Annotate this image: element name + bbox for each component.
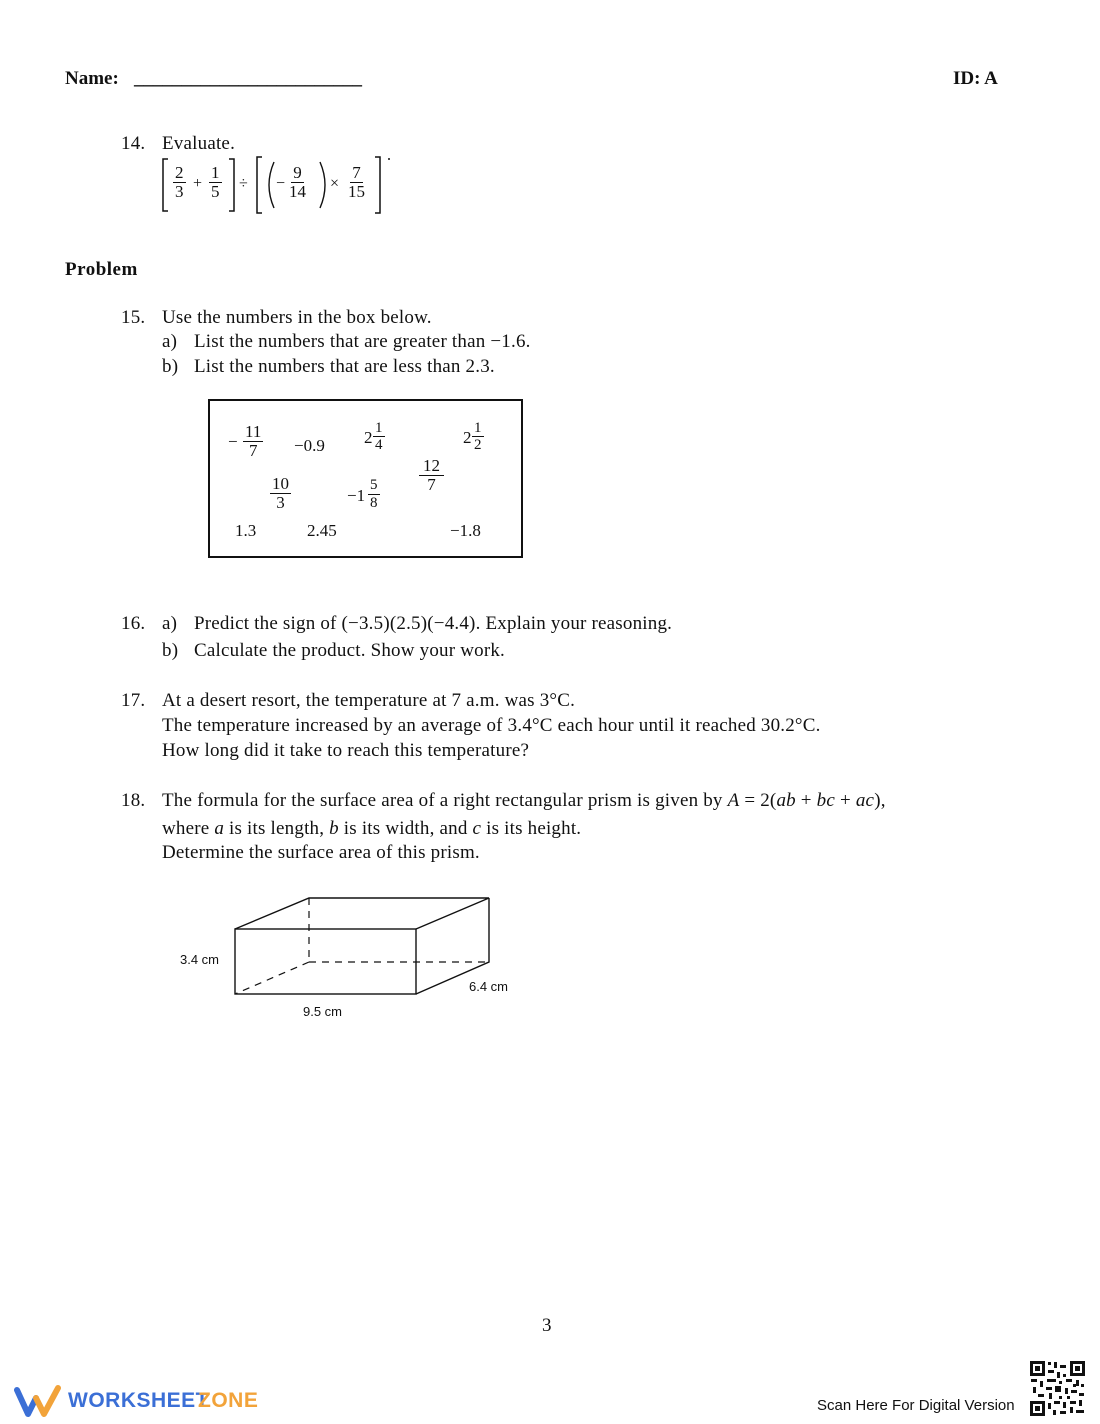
formula-ab: ab [776,790,796,811]
q18-line2-b: is its length, [224,818,330,839]
q17-line2: The temperature increased by an average of 3.4°C each hour until it reached 30.2°C. [162,715,821,736]
q14-negative: − [276,175,286,192]
box-n10: −1.8 [450,521,481,540]
prism-length-label: 9.5 cm [303,1004,343,1019]
formula-eq: = 2( [739,790,777,811]
box-n7-frac: $\frac{5}{8}$ [370,477,378,511]
q18-line2 [162,817,581,841]
q18-line2-c: is its width, and [338,818,473,839]
formula-ac: ac [855,790,875,811]
brand-zone: ZONE [198,1389,259,1412]
brand-worksheet: WORKSHEET [68,1389,209,1412]
q17-number: 17. [121,690,146,711]
name-blank: ________________________ [134,68,362,89]
formula-bc: bc [816,790,836,811]
q14-frac2: $\frac{1}{5}$ [211,163,220,201]
q14-plus: + [193,175,203,192]
prism-width-label: 6.4 cm [469,979,509,994]
formula-plus2: + [835,790,856,811]
formula-plus1: + [795,790,817,811]
worksheetzone-logo-icon [14,1384,64,1418]
formula-close: ), [874,790,886,811]
id-label: ID: A [953,68,998,89]
prism-top-face [235,898,489,929]
box-n1-frac: $\frac{11}{7}$ [245,422,262,460]
section-title: Problem [65,259,138,280]
q16-a-label: a) [162,613,178,634]
box-n4-frac: $\frac{1}{2}$ [474,420,482,453]
q18-line1-text: The formula for the surface area of a right rectangular prism is given by [162,790,728,811]
q14-frac3: $\frac{9}{14}$ [289,163,306,201]
q18-number: 18. [121,790,146,811]
qr-code-icon[interactable] [1029,1360,1086,1417]
q14-number: 14. [121,133,146,154]
box-n4-whole: 2 [463,428,472,447]
q15-b-text: List the numbers that are less than 2.3. [194,356,495,377]
box-n6-frac: $\frac{10}{3}$ [272,474,289,512]
box-n3-whole: 2 [364,428,373,447]
q17-line1: At a desert resort, the temperature at 7 a.m. was 3°C. [162,690,576,711]
q15-a-label: a) [162,331,178,352]
prism-height-label: 3.4 cm [180,952,220,967]
name-label: Name: [65,68,119,89]
box-n3-frac: $\frac{1}{4}$ [375,420,383,453]
formula-A: A [727,790,740,811]
q15-number: 15. [121,307,146,328]
prism-hidden-diagonal [235,962,309,994]
scan-text: Scan Here For Digital Version [817,1397,1015,1414]
q14-times: × [330,175,340,192]
q17-line3: How long did it take to reach this temperature? [162,740,530,761]
box-n5-frac: $\frac{12}{7}$ [419,457,444,494]
q18-line2-a: where [162,818,215,839]
q18-line1 [162,789,886,813]
var-b: b [329,818,339,839]
q15-a-text: List the numbers that are greater than −1.6. [194,331,531,352]
box-n7-whole: −1 [347,486,366,505]
q14-frac4: $\frac{7}{15}$ [348,163,365,201]
box-n9: 2.45 [307,521,337,540]
box-n2: −0.9 [294,436,325,455]
q15-b-label: b) [162,356,179,377]
q14-text: Evaluate. [162,133,236,154]
q16-b-text: Calculate the product. Show your work. [194,640,506,661]
q16-number: 16. [121,613,146,634]
q15-text: Use the numbers in the box below. [162,307,432,328]
q14-expression [160,156,390,214]
q18-line3: Determine the surface area of this prism. [162,842,480,863]
q16-a-text: Predict the sign of (−3.5)(2.5)(−4.4). Explain your reasoning. [194,613,673,634]
box-n1-sign: − [228,432,238,451]
q16-b-label: b) [162,640,179,661]
q18-line2-d: is its height. [481,818,582,839]
var-a: a [214,818,225,839]
q14-divide: ÷ [239,175,248,192]
page-number: 3 [542,1315,552,1336]
q15-number-box [208,399,523,558]
var-c: c [472,818,482,839]
box-n8: 1.3 [235,521,257,540]
brand-logo [14,1384,274,1418]
q14-frac1: $\frac{2}{3}$ [175,163,184,201]
